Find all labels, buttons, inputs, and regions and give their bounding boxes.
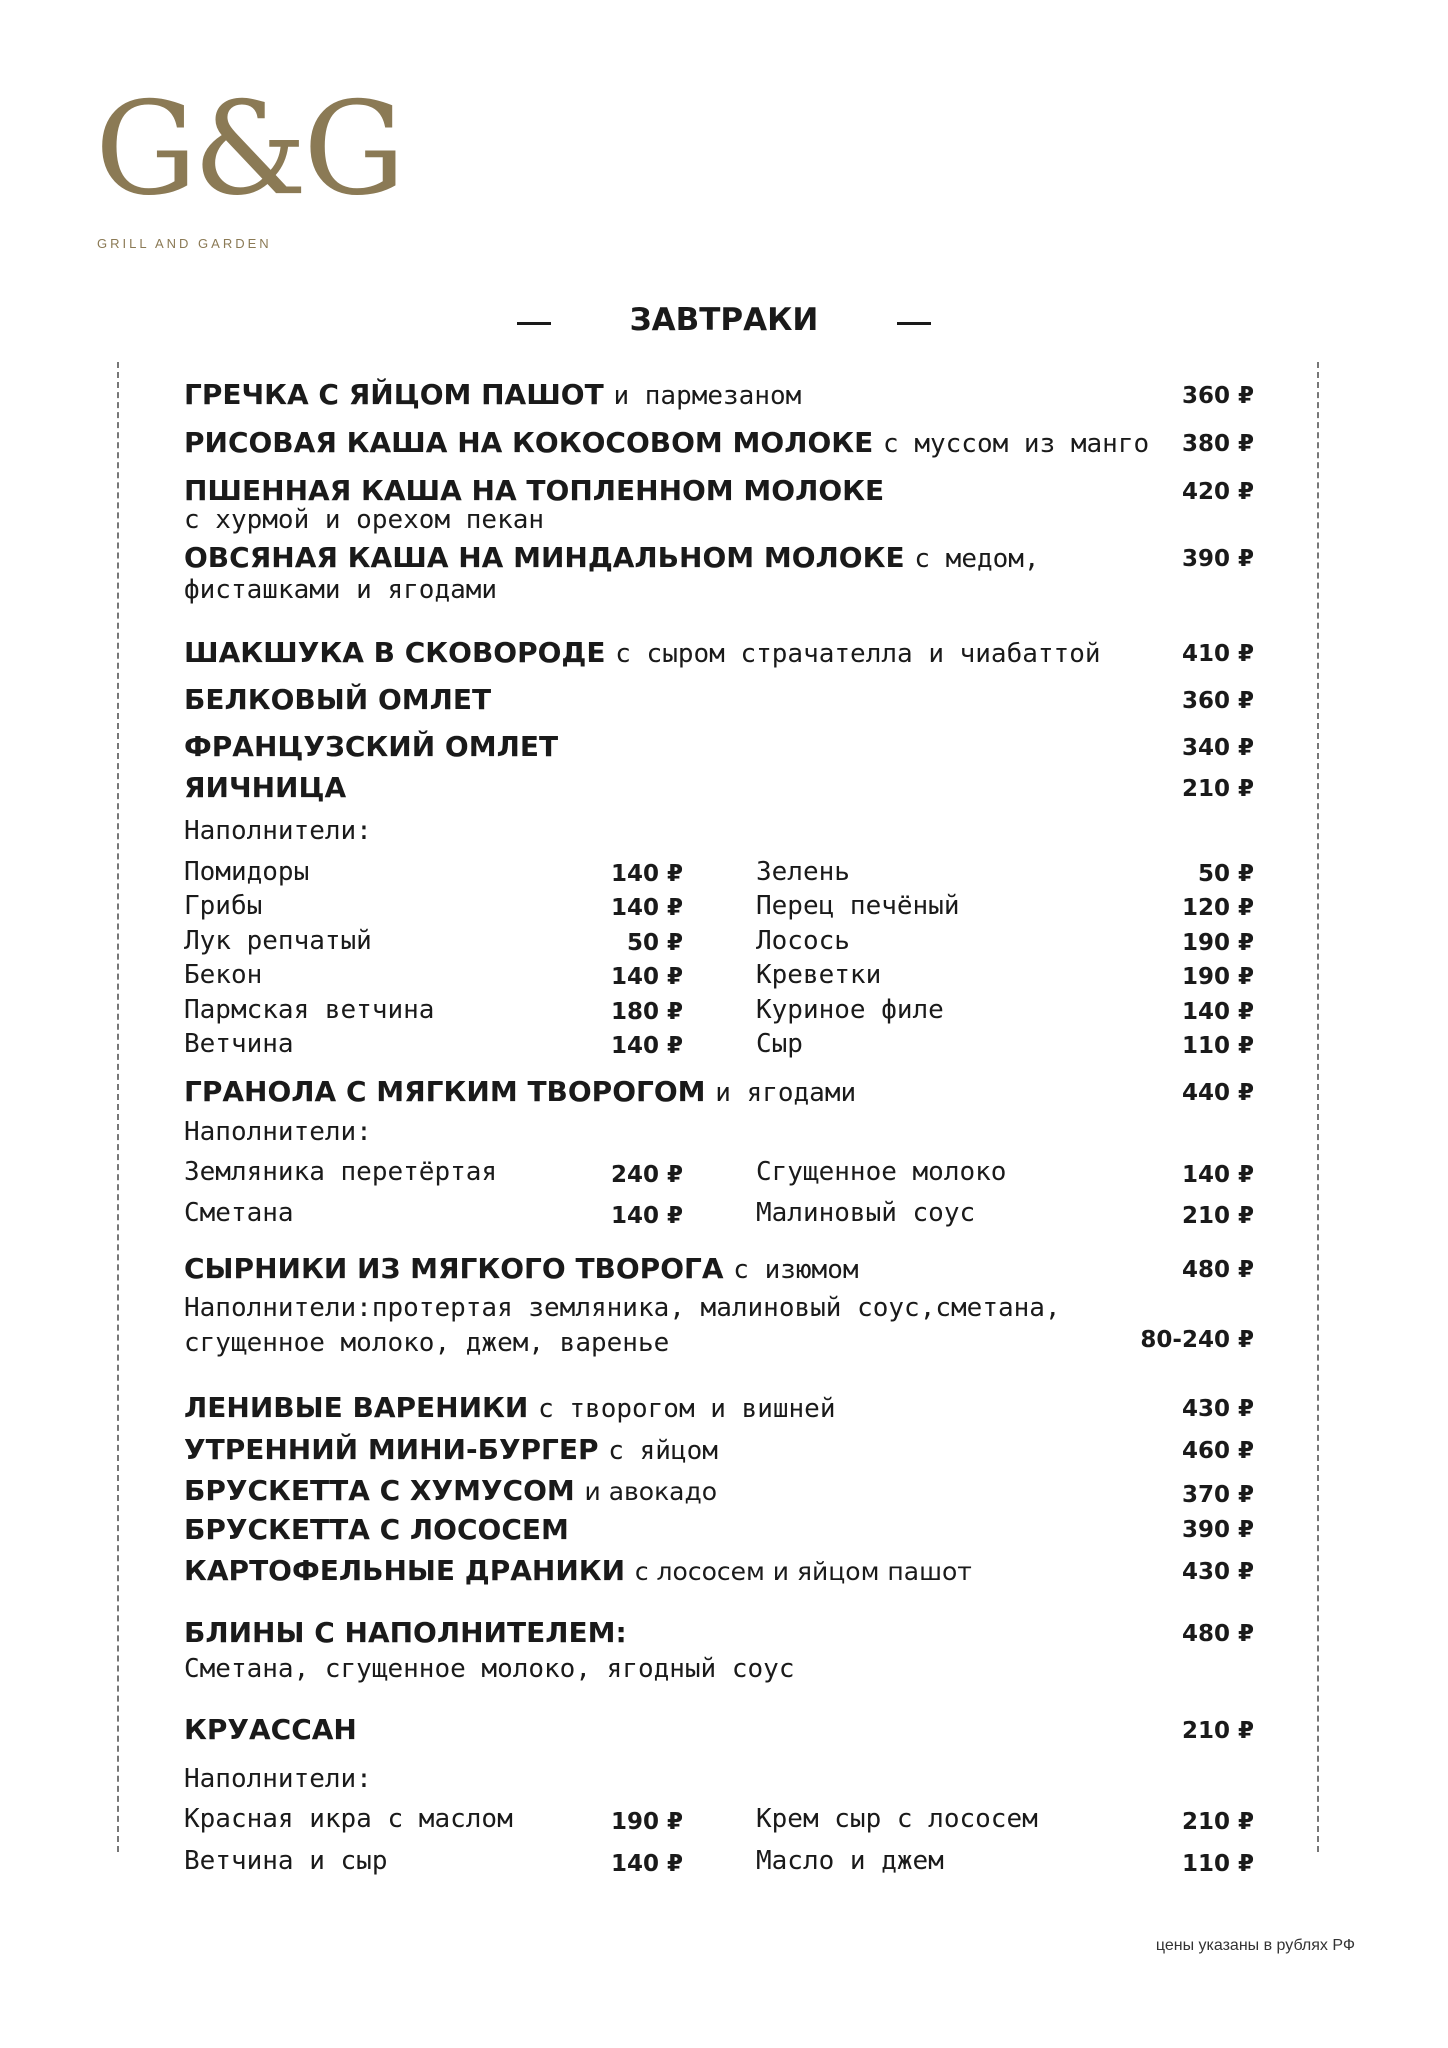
filler-name: Ветчина и сыр <box>184 1846 388 1876</box>
dish-desc: с лососем и яйцом пашот <box>634 1557 972 1586</box>
fillers-label: Наполнители: <box>184 1117 372 1147</box>
dish-price: 380 ₽ <box>1181 431 1254 457</box>
dish-desc: с муссом из манго <box>883 429 1150 459</box>
dish-name: СЫРНИКИ ИЗ МЯГКОГО ТВОРОГА <box>184 1252 724 1285</box>
filler-price: 110 ₽ <box>1181 1851 1254 1877</box>
left-dashed-border <box>117 362 119 1852</box>
dish-name: РИСОВАЯ КАША НА КОКОСОВОМ МОЛОКЕ <box>184 426 874 459</box>
filler-price: 180 ₽ <box>610 999 683 1025</box>
dish-name: ЛЕНИВЫЕ ВАРЕНИКИ <box>184 1391 529 1424</box>
dish-price: 370 ₽ <box>1181 1482 1254 1508</box>
filler-price: 240 ₽ <box>610 1162 683 1188</box>
footer-note: цены указаны в рублях РФ <box>1155 1937 1355 1954</box>
filler-name: Сыр <box>756 1029 803 1059</box>
filler-name: Малиновый соус <box>756 1198 976 1228</box>
dish-price: 480 ₽ <box>1181 1257 1254 1283</box>
filler-price: 140 ₽ <box>1181 999 1254 1025</box>
filler-price: 140 ₽ <box>610 1851 683 1877</box>
dish-price: 430 ₽ <box>1181 1396 1254 1422</box>
menu-item-bruschetta-salmon: БРУСКЕТТА С ЛОСОСЕМ <box>184 1513 569 1546</box>
fillers-label: Наполнители: <box>184 1764 372 1794</box>
dish-desc: Сметана, сгущенное молоко, ягодный соус <box>184 1654 795 1684</box>
filler-price: 140 ₽ <box>610 861 683 887</box>
menu-item-bruschetta-hummus <box>184 1474 717 1507</box>
filler-name: Ветчина <box>184 1029 294 1059</box>
menu-item-french-omelet: ФРАНЦУЗСКИЙ ОМЛЕТ <box>184 730 559 763</box>
syrniki-fillers-line2: сгущенное молоко, джем, варенье <box>184 1328 670 1358</box>
menu-item-draniki <box>184 1554 972 1587</box>
menu-item-rice <box>184 426 1149 459</box>
menu-item-syrniki <box>184 1252 859 1285</box>
menu-item-burger <box>184 1433 718 1466</box>
menu-item-shakshuka <box>184 636 1101 669</box>
dish-desc: с творогом и вишней <box>538 1394 836 1424</box>
filler-price: 140 ₽ <box>610 895 683 921</box>
filler-name: Перец печёный <box>756 891 960 921</box>
dish-desc-line2: фисташками и ягодами <box>184 575 498 605</box>
filler-name: Помидоры <box>184 857 310 887</box>
filler-name: Масло и джем <box>756 1846 944 1876</box>
dish-price: 210 ₽ <box>1181 776 1254 802</box>
dish-desc: с хурмой и орехом пекан <box>184 505 545 535</box>
dish-name: ГРАНОЛА С МЯГКИМ ТВОРОГОМ <box>184 1075 706 1108</box>
filler-name: Зелень <box>756 857 850 887</box>
dish-name: ГРЕЧКА С ЯЙЦОМ ПАШОТ <box>184 378 604 411</box>
dish-price: 460 ₽ <box>1181 1438 1254 1464</box>
filler-price: 210 ₽ <box>1181 1809 1254 1835</box>
dish-price: 430 ₽ <box>1181 1559 1254 1585</box>
dish-price: 410 ₽ <box>1181 641 1254 667</box>
logo-subtitle: GRILL AND GARDEN <box>97 236 272 251</box>
filler-name: Бекон <box>184 960 263 990</box>
syrniki-fillers-line1: Наполнители:протертая земляника, малиновый соус,сметана, <box>184 1293 1061 1323</box>
dish-name: УТРЕННИЙ МИНИ-БУРГЕР <box>184 1433 599 1466</box>
menu-item-millet: ПШЕННАЯ КАША НА ТОПЛЕННОМ МОЛОКЕ <box>184 474 885 507</box>
title-dash-right <box>897 322 931 325</box>
menu-item-croissant: КРУАССАН <box>184 1713 357 1746</box>
fillers-label: Наполнители: <box>184 816 372 846</box>
filler-price: 140 ₽ <box>610 1033 683 1059</box>
menu-item-vareniki <box>184 1391 836 1424</box>
dish-price: 480 ₽ <box>1181 1621 1254 1647</box>
filler-price: 140 ₽ <box>610 964 683 990</box>
filler-price: 210 ₽ <box>1181 1203 1254 1229</box>
filler-name: Куриное филе <box>756 995 944 1025</box>
dish-name: ШАКШУКА В СКОВОРОДЕ <box>184 636 606 669</box>
menu-item-oat <box>184 541 1040 574</box>
dish-name: КАРТОФЕЛЬНЫЕ ДРАНИКИ <box>184 1554 626 1587</box>
dish-name: БРУСКЕТТА С ХУМУСОМ <box>184 1474 575 1507</box>
filler-name: Сметана <box>184 1198 294 1228</box>
dish-price: 360 ₽ <box>1181 383 1254 409</box>
dish-desc: и пармезаном <box>613 381 802 411</box>
filler-price: 190 ₽ <box>1181 930 1254 956</box>
menu-item-bliny: БЛИНЫ С НАПОЛНИТЕЛЕМ: <box>184 1616 627 1649</box>
filler-name: Лук репчатый <box>184 926 372 956</box>
filler-price: 140 ₽ <box>1181 1162 1254 1188</box>
filler-price: 120 ₽ <box>1181 895 1254 921</box>
menu-item-protein-omelet: БЕЛКОВЫЙ ОМЛЕТ <box>184 683 492 716</box>
logo-mark: G&G <box>95 75 402 224</box>
dish-price: 440 ₽ <box>1181 1080 1254 1106</box>
dish-desc: и ягодами <box>715 1078 857 1108</box>
filler-name: Крем сыр с лососем <box>756 1804 1038 1834</box>
menu-item-eggs: ЯИЧНИЦА <box>184 771 347 804</box>
menu-item-grechka <box>184 378 801 411</box>
filler-name: Креветки <box>756 960 882 990</box>
filler-name: Пармская ветчина <box>184 995 435 1025</box>
filler-name: Сгущенное молоко <box>756 1157 1007 1187</box>
filler-price: 140 ₽ <box>610 1203 683 1229</box>
dish-price: 340 ₽ <box>1181 735 1254 761</box>
filler-price: 190 ₽ <box>610 1809 683 1835</box>
page-title: ЗАВТРАКИ <box>629 302 819 338</box>
fillers-price-range: 80-240 ₽ <box>1140 1327 1254 1353</box>
filler-price: 50 ₽ <box>1197 861 1254 887</box>
dish-price: 360 ₽ <box>1181 688 1254 714</box>
filler-name: Красная икра с маслом <box>184 1804 513 1834</box>
dish-desc: и авокадо <box>584 1477 718 1506</box>
dish-name: ОВСЯНАЯ КАША НА МИНДАЛЬНОМ МОЛОКЕ <box>184 541 905 574</box>
dish-price: 390 ₽ <box>1181 546 1254 572</box>
menu-item-granola <box>184 1075 856 1108</box>
filler-name: Грибы <box>184 891 263 921</box>
right-dashed-border <box>1317 362 1319 1852</box>
dish-desc: с медом, <box>914 544 1040 574</box>
dish-desc: с изюмом <box>733 1255 859 1285</box>
dish-price: 420 ₽ <box>1181 479 1254 505</box>
dish-price: 210 ₽ <box>1181 1718 1254 1744</box>
filler-price: 190 ₽ <box>1181 964 1254 990</box>
filler-price: 110 ₽ <box>1181 1033 1254 1059</box>
filler-name: Лосось <box>756 926 850 956</box>
filler-price: 50 ₽ <box>626 930 683 956</box>
dish-desc: с сыром страчателла и чиабаттой <box>615 639 1101 669</box>
dish-price: 390 ₽ <box>1181 1517 1254 1543</box>
filler-name: Земляника перетёртая <box>184 1157 498 1187</box>
dish-desc: с яйцом <box>608 1436 718 1466</box>
